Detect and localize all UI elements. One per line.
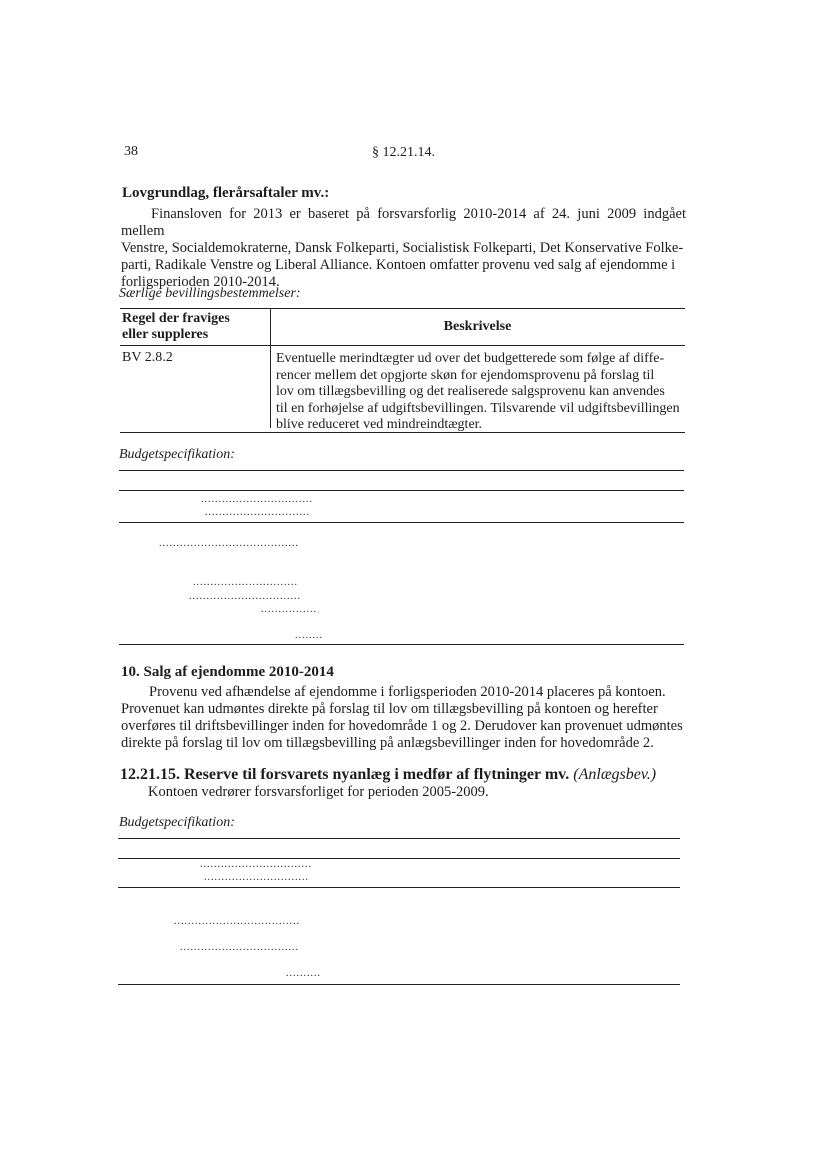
salg-line: overføres til driftsbevillinger inden for hovedområde 1 og 2. Derudover kan provenuet udmøntes: [121, 718, 683, 734]
budget-bottom-rule: [118, 984, 680, 985]
lovgrundlag-line: Finansloven for 2013 er baseret på forsvarsforlig 2010-2014 af 24. juni 2009 indgået mellem: [121, 206, 686, 239]
lovgrundlag-line: forligsperioden 2010-2014.: [121, 274, 280, 290]
table-header-rule: [120, 345, 685, 346]
budget-row-leader: ..........: [286, 968, 321, 979]
budget-row-leader: ................: [261, 604, 317, 615]
reserve-heading-suffix: (Anlægsbev.): [573, 766, 657, 783]
budget-row-leader: ........................................: [159, 538, 299, 549]
budget-bottom-rule: [119, 644, 684, 645]
description-line: til en forhøjelse af udgiftsbevillingen. Tilsvarende vil udgiftsbevillingen: [276, 400, 680, 416]
budget-row-leader: ..............................: [204, 872, 309, 883]
salg-text: [121, 684, 684, 752]
budget-row-leader: ..............................: [193, 577, 298, 588]
budget2-title: Budgetspecifikation:: [119, 815, 235, 830]
page-number: 38: [124, 144, 138, 159]
budget-row-leader: ........: [295, 630, 323, 641]
rule-reference: BV 2.8.2: [122, 350, 173, 365]
salg-line: direkte på forslag til lov om tillægsbevilling på anlægsbevillinger inden for hovedområde 2.: [121, 735, 654, 751]
budget-row-leader: ....................................: [174, 916, 300, 927]
salg-heading: 10. Salg af ejendomme 2010-2014: [121, 664, 334, 680]
budget-header-rule: [119, 490, 684, 491]
lovgrundlag-text: [121, 206, 686, 291]
description-line: rencer mellem det opgjorte skøn for ejendomsprovenu på forslag til: [276, 367, 655, 383]
budget-row-leader: ................................: [189, 591, 301, 602]
budget-row-leader: ................................: [201, 494, 313, 505]
section-number: § 12.21.14.: [372, 145, 435, 160]
budget-row-leader: ..................................: [180, 942, 299, 953]
salg-line: Provenuet kan udmøntes direkte på forslag til lov om tillægsbevilling på kontoen og herefter: [121, 701, 658, 717]
table-bottom-rule: [120, 432, 685, 433]
budget-row-leader: ..............................: [205, 507, 310, 518]
col1-header-line2: eller suppleres: [122, 327, 209, 342]
description-line: lov om tillægsbevilling og det realiserede salgsprovenu kan anvendes: [276, 384, 665, 399]
description-line: Eventuelle merindtægter ud over det budgetterede som følge af diffe-: [276, 351, 665, 366]
saerlige-title: Særlige bevillingsbestemmelser:: [119, 286, 301, 301]
lovgrundlag-line: Venstre, Socialdemokraterne, Dansk Folkeparti, Socialistisk Folkeparti, Det Konservative Folke-: [121, 240, 684, 256]
description-line: blive reduceret ved mindreindtægter.: [276, 417, 483, 432]
reserve-heading-row: [120, 766, 656, 784]
col2-header: Beskrivelse: [443, 319, 512, 334]
description-text: [276, 351, 685, 434]
salg-line: Provenu ved afhændelse af ejendomme i forligsperioden 2010-2014 placeres på kontoen.: [149, 684, 666, 700]
budget1-title: Budgetspecifikation:: [119, 447, 235, 462]
budget-top-rule: [118, 838, 680, 839]
budget-table-2: [118, 838, 680, 988]
reserve-heading: 12.21.15. Reserve til forsvarets nyanlæg i medfør af flytninger mv.: [120, 766, 570, 783]
col1-header-line1: Regel der fraviges: [122, 311, 230, 326]
budget-section-rule: [118, 887, 680, 888]
lovgrundlag-line: parti, Radikale Venstre og Liberal Alliance. Kontoen omfatter provenu ved salg af ejendomme i: [121, 257, 676, 273]
special-provisions-table: [120, 308, 685, 432]
budget-table-1: [119, 470, 684, 645]
reserve-text: Kontoen vedrører forsvarsforliget for perioden 2005-2009.: [148, 784, 489, 800]
table-top-rule: [120, 308, 685, 309]
budget-top-rule: [119, 470, 684, 471]
col1-header: [122, 311, 230, 343]
lovgrundlag-heading: Lovgrundlag, flerårsaftaler mv.:: [122, 185, 330, 201]
budget-row-leader: ................................: [200, 859, 312, 870]
budget-section-rule: [119, 522, 684, 523]
